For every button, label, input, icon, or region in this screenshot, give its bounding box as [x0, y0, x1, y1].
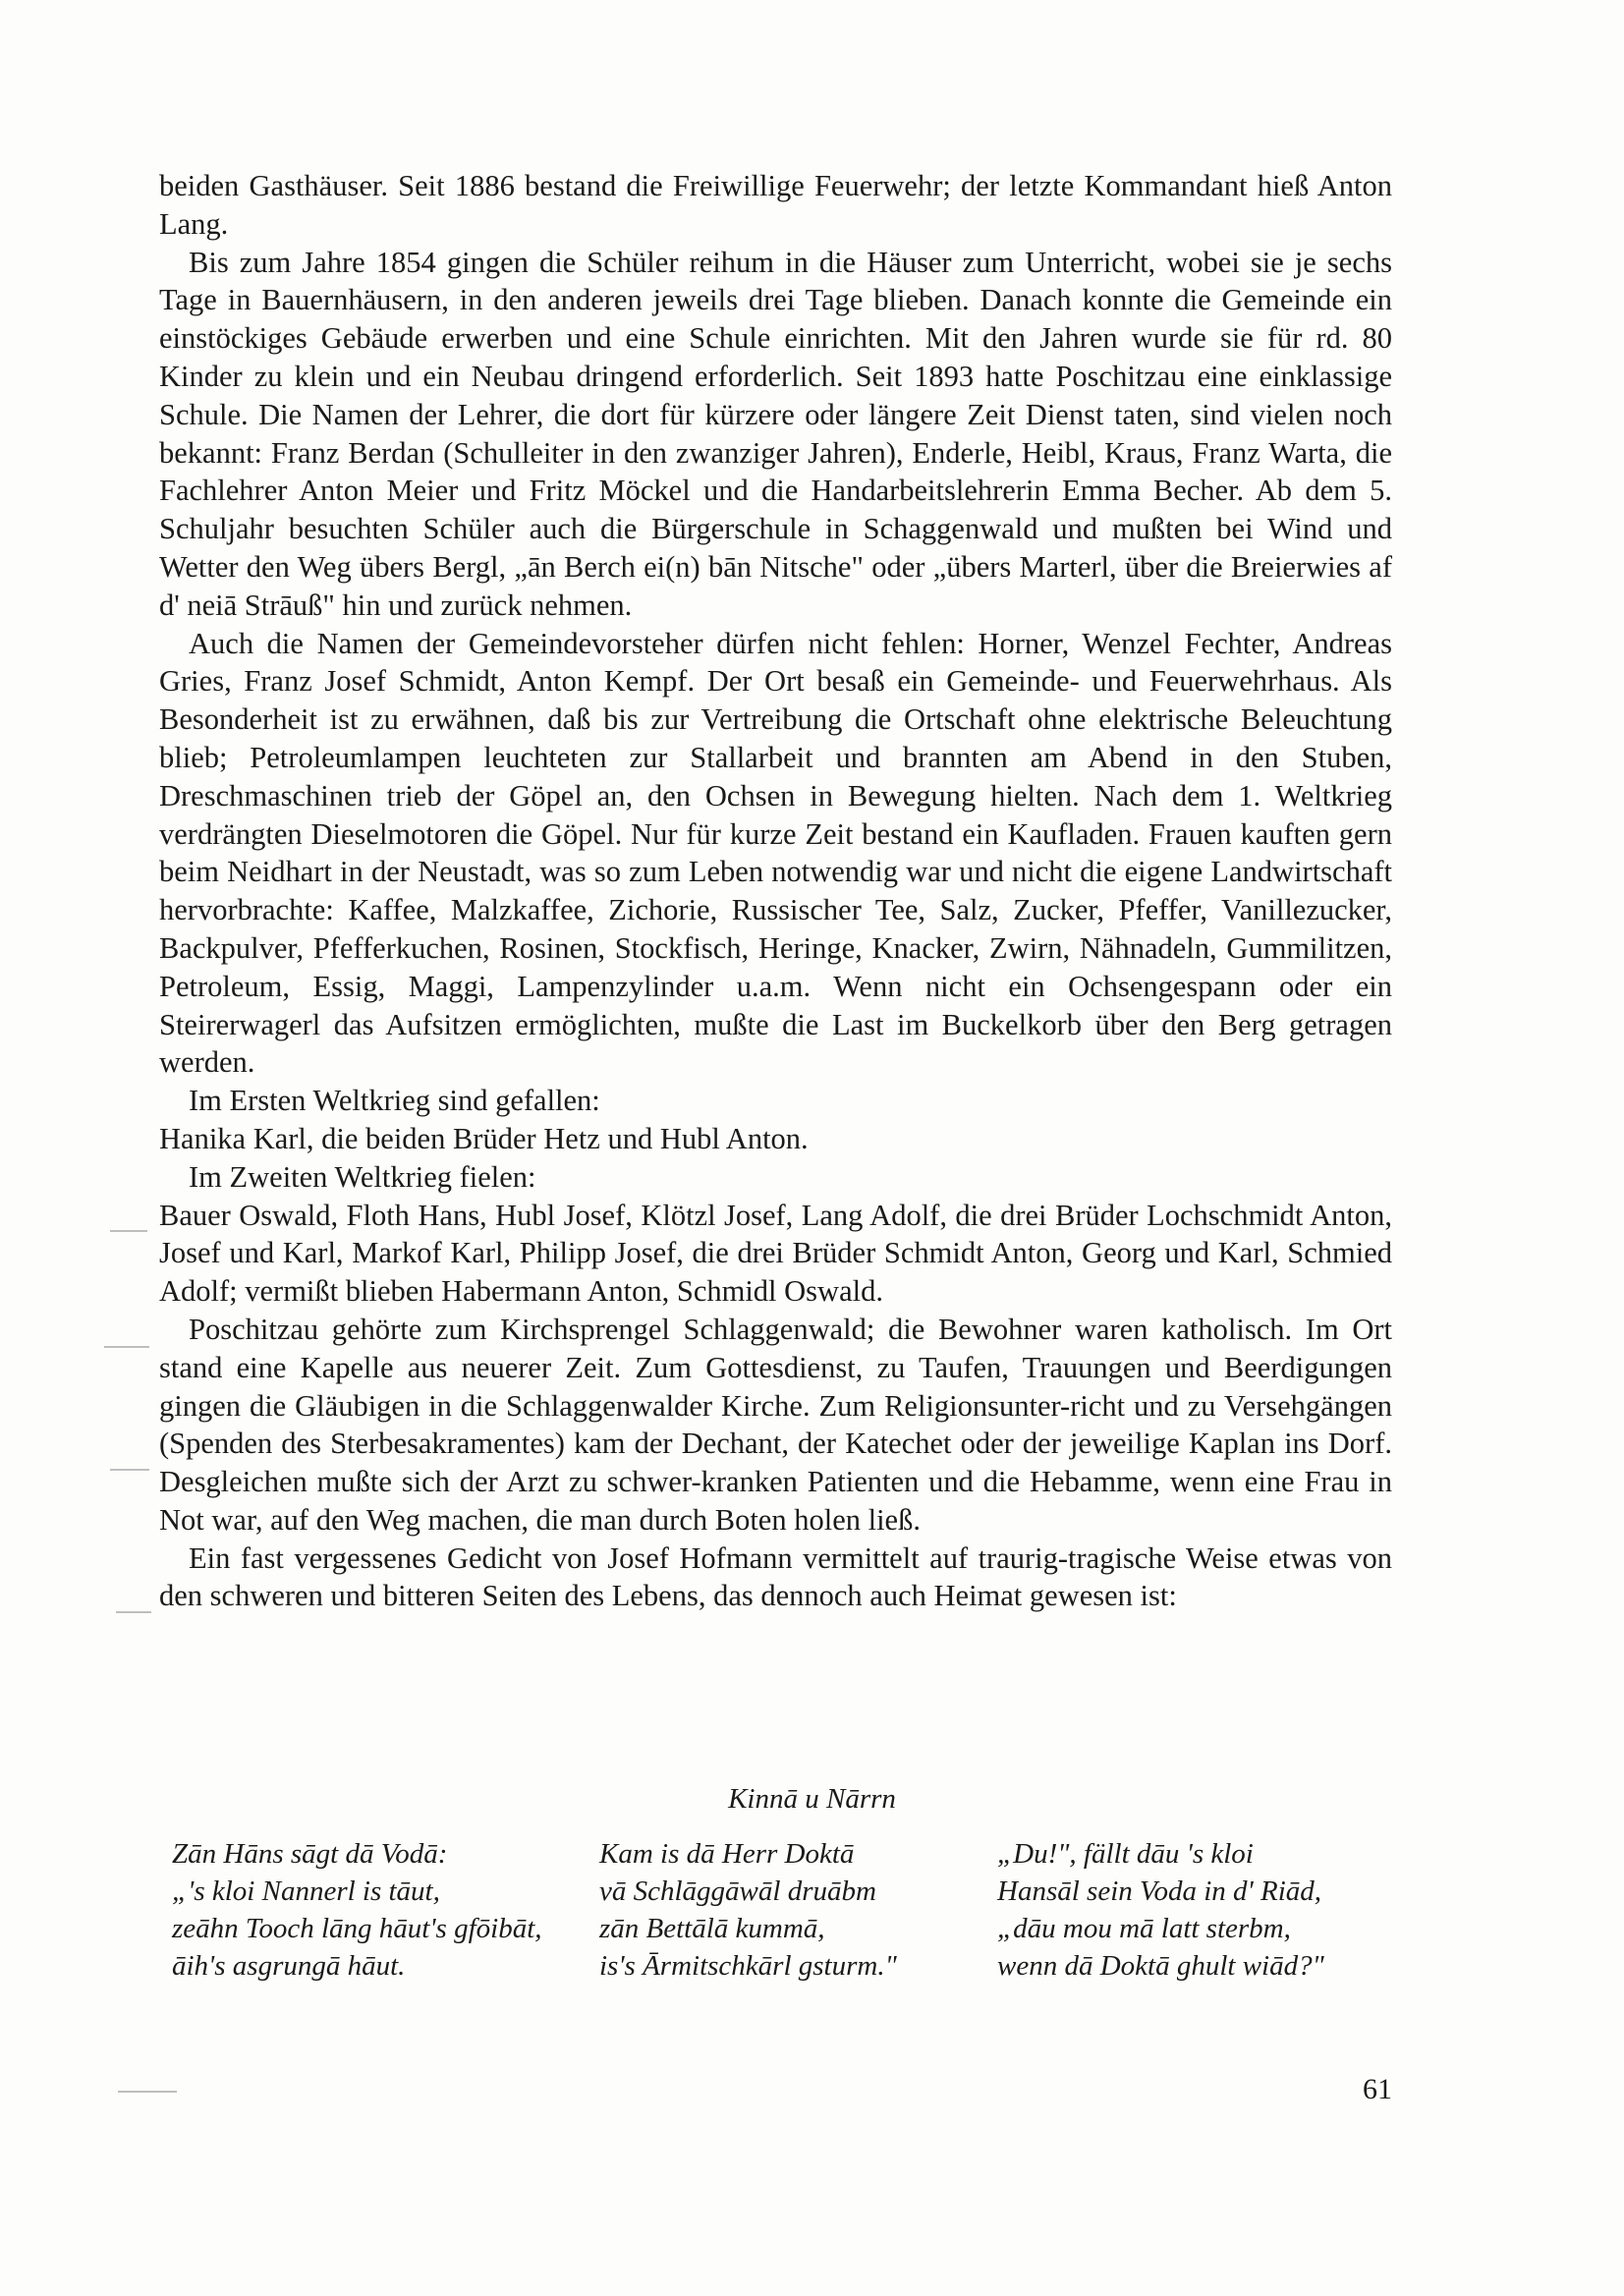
- paragraph-school: Bis zum Jahre 1854 gingen die Schüler reihum in die Häuser zum Unterricht, wobei sie je sechs Tage in Bauernhäusern, in den anderen jeweils drei Tage blieben. Danach konnte die Gemeinde ein einstöckiges Gebäude erwerben und eine Schule einrichten. Mit den Jahren wurde sie für rd. 80 Kinder zu klein und ein Neubau dringend erforderlich. Seit 1893 hatte Poschitzau eine einklassige Schule. Die Namen der Lehrer, die dort für kürzere oder längere Zeit Dienst taten, sind vielen noch bekannt: Franz Berdan (Schulleiter in den zwanziger Jahren), Enderle, Heibl, Kraus, Franz Warta, die Fachlehrer Anton Meier und Fritz Möckel und die Handarbeitslehrerin Emma Becher. Ab dem 5. Schuljahr besuchten Schüler auch die Bürgerschule in Schaggenwald und mußten bei Wind und Wetter den Weg übers Bergl, „ān Berch ei(n) bān Nitsche" oder „übers Marterl, über die Breierwies af d' neiā Strāuß" hin und zurück nehmen.: [159, 245, 1392, 622]
- paragraph-fire-brigade: beiden Gasthäuser. Seit 1886 bestand die Freiwillige Feuerwehr; der letzte Kommandant hieß Anton Lang.: [159, 169, 1392, 241]
- poem-line: zeāhn Tooch lāng hāut's gfōibāt,: [172, 1913, 542, 1944]
- scan-mark: [104, 1346, 149, 1348]
- poem-line: zān Bettālā kummā,: [599, 1913, 825, 1944]
- poem-line: „dāu mou mā latt sterbm,: [997, 1913, 1291, 1944]
- paragraph-ww1-names: Hanika Karl, die beiden Brüder Hetz und Hubl Anton.: [159, 1121, 809, 1155]
- paragraph-ww2-names: Bauer Oswald, Floth Hans, Hubl Josef, Klötzl Josef, Lang Adolf, die drei Brüder Lochschmidt Anton, Josef und Karl, Markof Karl, Philipp Josef, die drei Brüder Schmidt Anton, Georg und Karl, Schmied Adolf; vermißt blieben Habermann Anton, Schmidl Oswald.: [159, 1198, 1392, 1309]
- scan-mark: [110, 1469, 149, 1471]
- poem-line: āih's asgrungā hāut.: [172, 1950, 406, 1982]
- page-number: 61: [1363, 2073, 1392, 2105]
- poem-line: „'s kloi Nannerl is tāut,: [172, 1876, 440, 1907]
- poem-line: wenn dā Doktā ghult wiād?": [997, 1950, 1324, 1982]
- scan-mark: [118, 2091, 177, 2093]
- poem-line: Zān Hāns sāgt dā Vodā:: [172, 1838, 448, 1870]
- poem-title: Kinnā u Nārrn: [728, 1783, 896, 1815]
- poem: [172, 1835, 1390, 1985]
- poem-stanza-1: [172, 1835, 594, 1985]
- paragraph-ww1-heading: Im Ersten Weltkrieg sind gefallen:: [189, 1084, 600, 1118]
- poem-line: is's Ārmitschkārl gsturm.": [599, 1950, 897, 1982]
- poem-line: Hansāl sein Voda in d' Riād,: [997, 1876, 1322, 1907]
- paragraph-village-heads: Auch die Namen der Gemeindevorsteher dürfen nicht fehlen: Horner, Wenzel Fechter, Andreas Gries, Franz Josef Schmidt, Anton Kempf. Der Ort besaß ein Gemeinde- und Feuerwehrhaus. Als Besonderheit ist zu erwähnen, daß bis zur Vertreibung die Ortschaft ohne elektrische Beleuchtung blieb; Petroleumlampen leuchteten zur Stallarbeit und brannten am Abend in den Stuben, Dreschmaschinen trieb der Göpel an, den Ochsen in Bewegung hielten. Nach dem 1. Weltkrieg verdrängten Dieselmotoren die Göpel. Nur für kurze Zeit bestand ein Kaufladen. Frauen kauften gern beim Neidhart in der Neustadt, was so zum Leben notwendig war und nicht die eigene Landwirtschaft hervorbrachte: Kaffee, Malzkaffee, Zichorie, Russischer Tee, Salz, Zucker, Pfeffer, Vanillezucker, Backpulver, Pfefferkuchen, Rosinen, Stockfisch, Heringe, Knacker, Zwirn, Nähnadeln, Gummilitzen, Petroleum, Essig, Maggi, Lampenzylinder u.a.m. Wenn nicht ein Ochsengespann oder ein Steirerwagerl das Aufsitzen ermöglichten, mußte die Last im Buckelkorb über den Berg getragen werden.: [159, 626, 1392, 1080]
- poem-line: vā Schlāggāwāl druābm: [599, 1876, 876, 1907]
- paragraph-parish: Poschitzau gehörte zum Kirchsprengel Schlaggenwald; die Bewohner waren katholisch. Im Ort stand eine Kapelle aus neuerer Zeit. Zum Gottesdienst, zu Taufen, Trauungen und Beerdigungen gingen die Gläubigen in die Schlaggenwalder Kirche. Zum Religionsunter-richt und zu Versehgängen (Spenden des Sterbesakramentes) kam der Dechant, der Katechet oder der jeweilige Kaplan ins Dorf. Desgleichen mußte sich der Arzt zu schwer-kranken Patienten und die Hebamme, wenn eine Frau in Not war, auf den Weg machen, die man durch Boten holen ließ.: [159, 1312, 1392, 1537]
- poem-line: „Du!", fällt dāu 's kloi: [997, 1838, 1254, 1870]
- poem-stanza-2: [599, 1835, 992, 1985]
- paragraph-poem-intro: Ein fast vergessenes Gedicht von Josef Hofmann vermittelt auf traurig-tragische Weise etwas von den schweren und bitteren Seiten des Lebens, das dennoch auch Heimat gewesen ist:: [159, 1540, 1392, 1613]
- scan-mark: [110, 1230, 147, 1232]
- scan-mark: [116, 1611, 151, 1613]
- body-text: [159, 167, 1392, 1615]
- poem-stanza-3: [997, 1835, 1390, 1985]
- poem-line: Kam is dā Herr Doktā: [599, 1838, 855, 1870]
- paragraph-ww2-heading: Im Zweiten Weltkrieg fielen:: [189, 1159, 536, 1194]
